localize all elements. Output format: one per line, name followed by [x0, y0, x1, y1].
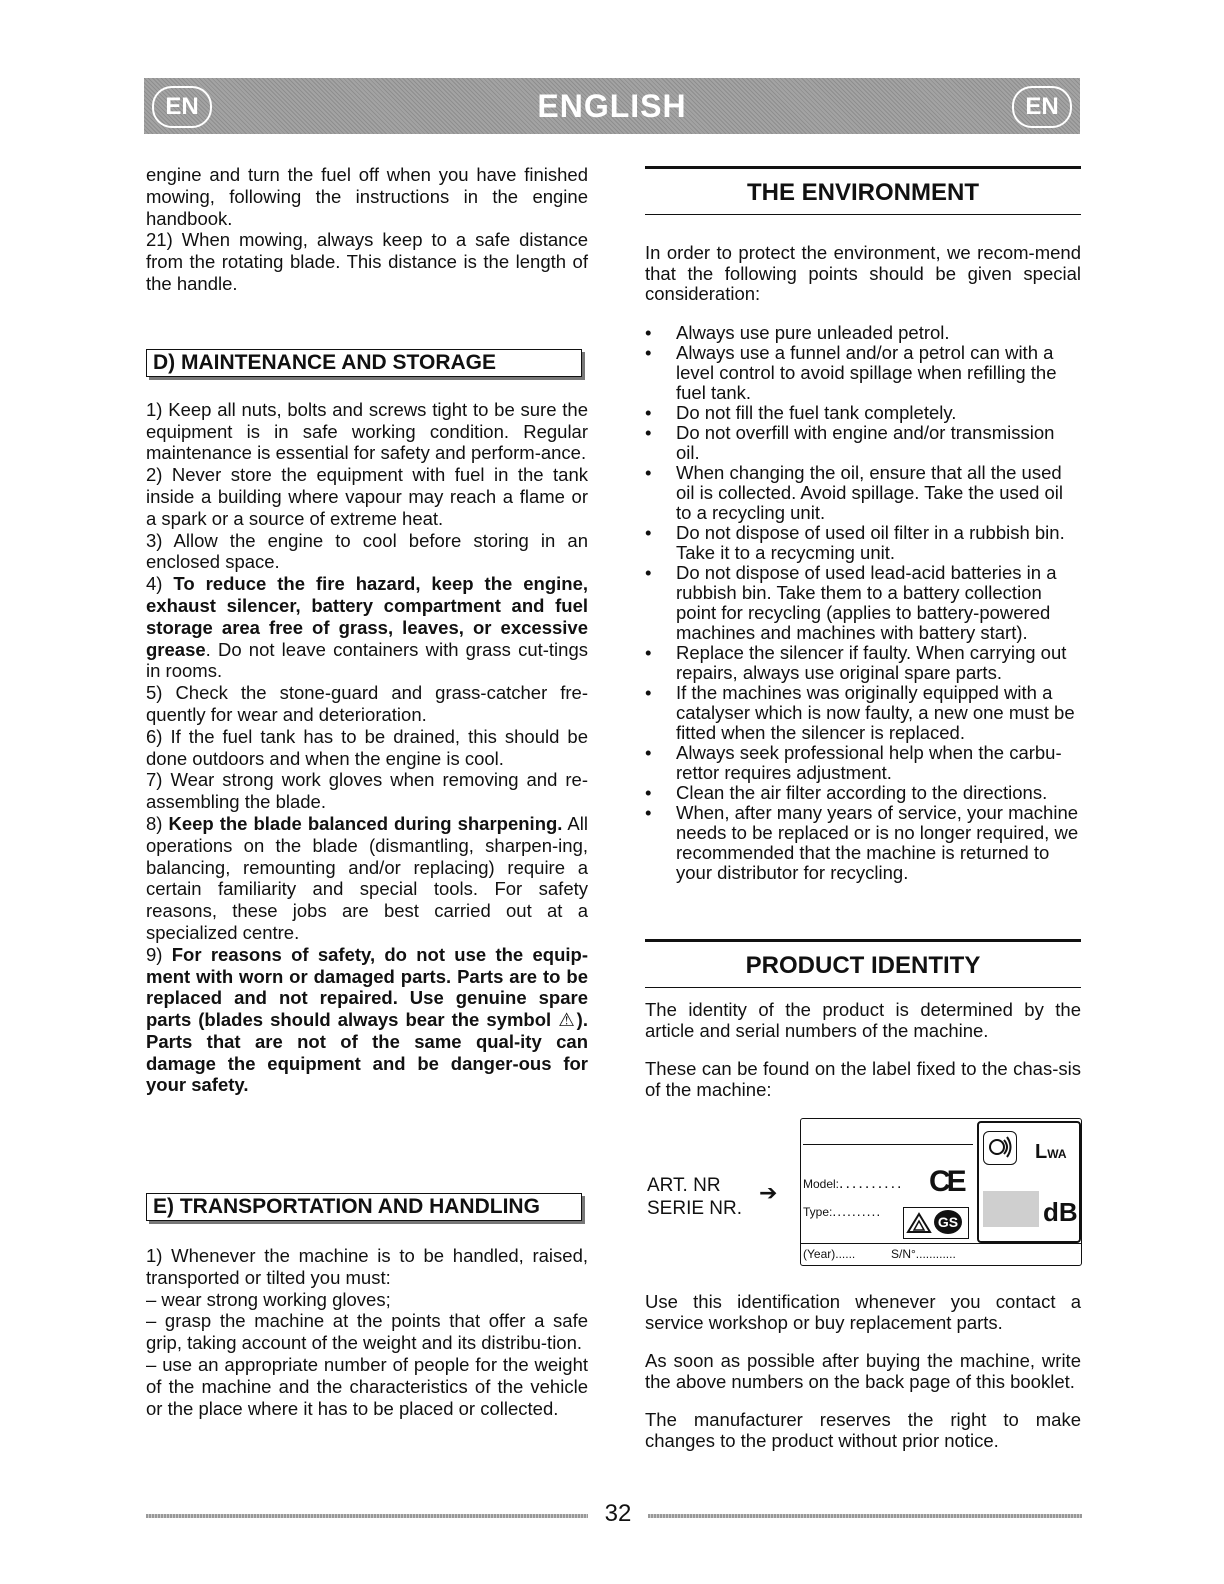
environment-item [645, 743, 1081, 783]
maintenance-item-6: 6) If the fuel tank has to be drained, this should be done outdoors and when the engine is cool. [146, 725, 588, 769]
environment-item-text: Do not fill the fuel tank completely. [676, 401, 957, 423]
left-column [146, 164, 588, 1096]
item-9-bold-b: ). Parts that are not of the same qual-ity can damage the equipment and be danger-ous for your safety. [146, 1009, 588, 1096]
environment-item [645, 343, 1081, 403]
environment-item [645, 783, 1081, 803]
maintenance-item-9 [146, 944, 588, 1097]
footer-rule-left [146, 1514, 588, 1518]
environment-item-text: Do not overfill with engine and/or transmission oil. [676, 421, 1055, 463]
maintenance-item-2: 2) Never store the equipment with fuel in the tank inside a building where vapour may reach a flame or a spark or a source of extreme heat. [146, 464, 588, 529]
db-label: dB [1043, 1197, 1078, 1227]
environment-item-text: If the machines was originally equipped with a catalyser which is now faulty, a new one must be fitted when the silencer is replaced. [676, 681, 1075, 743]
gs-mark-icon: GS [903, 1207, 969, 1239]
identity-paragraph-1: The identity of the product is determined by the article and serial numbers of the machine. [645, 999, 1081, 1041]
environment-item-text: Always seek professional help when the carbu-rettor requires adjustment. [676, 741, 1062, 783]
maintenance-item-3: 3) Allow the engine to cool before storing in an enclosed space. [146, 529, 588, 573]
transport-item-1: 1) Whenever the machine is to be handled, raised, transported or tilted you must: [146, 1245, 588, 1288]
environment-item-text: Do not dispose of used oil filter in a rubbish bin. Take it to a recycming unit. [676, 521, 1065, 563]
en-badge-left: EN [152, 86, 212, 128]
environment-intro: In order to protect the environment, we recom-mend that the following points should be given special consideration: [645, 242, 1081, 304]
environment-item [645, 403, 1081, 423]
environment-item-text: Replace the silencer if faulty. When carrying out repairs, always use original spare parts. [676, 641, 1067, 683]
item-8-rest: All operations on the blade (dismantling, sharpen-ing, balancing, remounting and/or replacing) require a certain familiarity and special tools. For safety reasons, these jobs are best carried out at a specialized centre. [146, 812, 588, 943]
environment-item [645, 803, 1081, 883]
environment-item [645, 523, 1081, 563]
transport-item-2: – wear strong working gloves; [146, 1288, 391, 1310]
bullet-icon: • [645, 641, 652, 663]
ce-mark-icon: CE [929, 1165, 963, 1198]
environment-list [645, 323, 1081, 883]
environment-item-text: When, after many years of service, your machine needs to be replaced or is no longer required, we recommended that the machine is returned to your distributor for recycling. [676, 801, 1079, 883]
intro-paragraph-2: 21) When mowing, always keep to a safe distance from the rotating blade. This distance is the length of the handle. [146, 229, 588, 294]
maintenance-item-7: 7) Wear strong work gloves when removing and re-assembling the blade. [146, 769, 588, 813]
bullet-icon: • [645, 561, 652, 583]
transport-heading: E) TRANSPORTATION AND HANDLING [146, 1193, 582, 1221]
environment-item [645, 563, 1081, 643]
page-number: 32 [604, 1500, 632, 1527]
model-label: Model: [803, 1177, 840, 1191]
model-dots: .......... [839, 1175, 904, 1192]
bullet-icon: • [645, 321, 652, 343]
item-4-number: 4) [146, 573, 174, 595]
environment-item-text: Always use pure unleaded petrol. [676, 321, 950, 343]
noise-value-area [983, 1191, 1039, 1227]
bullet-icon: • [645, 741, 652, 763]
product-identity-heading: PRODUCT IDENTITY [645, 939, 1081, 988]
identity-paragraph-5: The manufacturer reserves the right to make changes to the product without prior notice. [645, 1409, 1081, 1451]
machine-label-plate [800, 1118, 1082, 1266]
identity-paragraph-3: Use this identification whenever you contact a service workshop or buy replacement parts. [645, 1291, 1081, 1333]
intro-paragraph-1: engine and turn the fuel off when you have finished mowing, following the instructions in the engine handbook. [146, 164, 588, 229]
environment-item [645, 323, 1081, 343]
transport-item-4: – use an appropriate number of people for the weight of the machine and the characteristics of the vehicle or the place where it has to be placed or collected. [146, 1353, 588, 1419]
product-identity-section [645, 939, 1081, 1100]
identity-paragraph-2: These can be found on the label fixed to the chas-sis of the machine: [645, 1058, 1081, 1100]
item-8-bold: Keep the blade balanced during sharpening. [168, 812, 563, 834]
maintenance-item-8 [146, 813, 588, 944]
type-label: Type: [803, 1205, 833, 1219]
art-nr-label: ART. NR [647, 1175, 721, 1196]
arrow-icon: ➔ [759, 1180, 778, 1205]
item-8-number: 8) [146, 812, 169, 834]
type-dots: .......... [832, 1203, 882, 1219]
environment-item [645, 463, 1081, 523]
language-header-bar [144, 78, 1080, 134]
year-field: (Year)...... [803, 1247, 856, 1261]
environment-item-text: Always use a funnel and/or a petrol can with a level control to avoid spillage when refilling the fuel tank. [676, 341, 1057, 403]
identity-paragraph-4: As soon as possible after buying the machine, write the above numbers on the back page of this booklet. [645, 1350, 1081, 1392]
bullet-icon: • [645, 781, 652, 803]
transport-item-3: – grasp the machine at the points that offer a safe grip, taking account of the weight and its distribu-tion. [146, 1310, 588, 1354]
identity-notes [645, 1292, 1081, 1451]
bullet-icon: • [645, 681, 652, 703]
item-9-number: 9) [146, 943, 172, 965]
item-4-bold: To reduce the fire hazard, keep the engine, exhaust silencer, battery compartment and fuel storage area free of grass, leaves, or excessive grease [146, 573, 589, 660]
environment-item-text: When changing the oil, ensure that all the used oil is collected. Avoid spillage. Take the used oil to a recycling unit. [676, 461, 1064, 523]
serie-nr-label: SERIE NR. [647, 1198, 743, 1219]
footer-rule-right [648, 1514, 1082, 1518]
maintenance-item-5: 5) Check the stone-guard and grass-catcher fre-quently for wear and deterioration. [146, 682, 588, 725]
page-title: ENGLISH [537, 88, 687, 124]
warning-triangle-icon: ⚠ [558, 1009, 577, 1031]
bullet-icon: • [645, 461, 652, 483]
item-9-bold-a: For reasons of safety, do not use the equip-ment with worn or damaged parts. Parts are to be replaced and not repaired. Use genuine spare parts (blades should always bear the symbol [146, 943, 589, 1031]
environment-item [645, 643, 1081, 683]
serial-field: S/N°............ [891, 1247, 956, 1261]
item-4-rest: . Do not leave containers with grass cut-tings in rooms. [146, 638, 588, 682]
bullet-icon: • [645, 421, 652, 443]
environment-heading: THE ENVIRONMENT [645, 166, 1081, 215]
maintenance-item-4 [146, 573, 588, 682]
environment-item [645, 423, 1081, 463]
transport-section [146, 1193, 588, 1419]
bullet-icon: • [645, 801, 652, 823]
lwa-label: LWA [1035, 1141, 1067, 1163]
environment-item [645, 683, 1081, 743]
bullet-icon: • [645, 401, 652, 423]
speaker-icon [983, 1131, 1017, 1165]
environment-item-text: Do not dispose of used lead-acid batteries in a rubbish bin. Take them to a battery collection point for recycling (applies to battery-powered machines and machines with battery start). [676, 561, 1057, 643]
environment-section [645, 166, 1081, 883]
maintenance-item-1: 1) Keep all nuts, bolts and screws tight to be sure the equipment is in safe working condition. Regular maintenance is essential for safety and perform-ance. [146, 398, 588, 464]
maintenance-heading: D) MAINTENANCE AND STORAGE [146, 349, 582, 377]
bullet-icon: • [645, 521, 652, 543]
en-badge-right: EN [1012, 86, 1072, 128]
environment-item-text: Clean the air filter according to the directions. [676, 781, 1048, 803]
noise-level-box [977, 1121, 1081, 1243]
identification-label-area [645, 1118, 1081, 1268]
bullet-icon: • [645, 341, 652, 363]
